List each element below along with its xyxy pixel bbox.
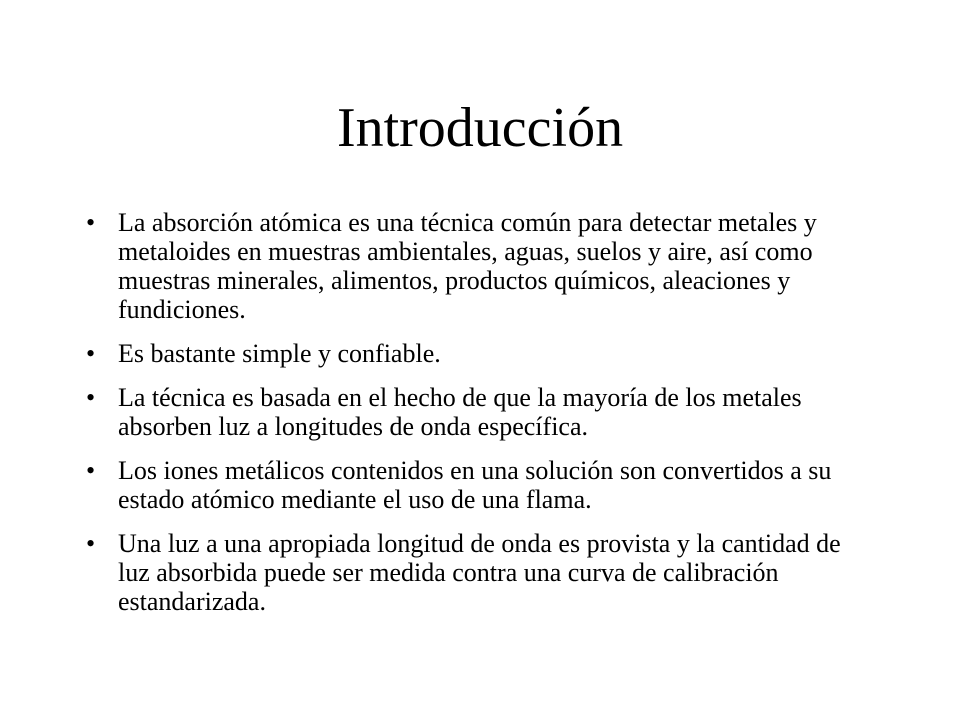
bullet-item (72, 383, 872, 441)
bullet-dot-icon: • (86, 529, 96, 558)
bullet-item (72, 456, 872, 514)
bullet-dot-icon: • (86, 456, 96, 485)
bullet-text: Los iones metálicos contenidos en una solución son convertidos a su estado atómico mediante el uso de una flama. (118, 456, 832, 514)
bullet-item (72, 529, 872, 616)
bullet-item (72, 208, 872, 324)
bullet-item (72, 339, 872, 368)
bullet-dot-icon: • (86, 383, 96, 412)
slide-title: Introducción (336, 97, 624, 159)
bullet-text: Una luz a una apropiada longitud de onda es provista y la cantidad de luz absorbida puede ser medida contra una curva de calibración estandarizada. (118, 529, 841, 616)
bullet-text: La absorción atómica es una técnica común para detectar metales y metaloides en muestras ambientales, aguas, suelos y aire, así como muestras minerales, alimentos, productos químicos, aleaciones y fundiciones. (118, 208, 817, 324)
bullet-dot-icon: • (86, 208, 96, 237)
bullet-text: La técnica es basada en el hecho de que la mayoría de los metales absorben luz a longitudes de onda específica. (118, 383, 802, 441)
bullet-dot-icon: • (86, 339, 96, 368)
bullet-list (72, 208, 872, 631)
bullet-text: Es bastante simple y confiable. (118, 339, 441, 368)
